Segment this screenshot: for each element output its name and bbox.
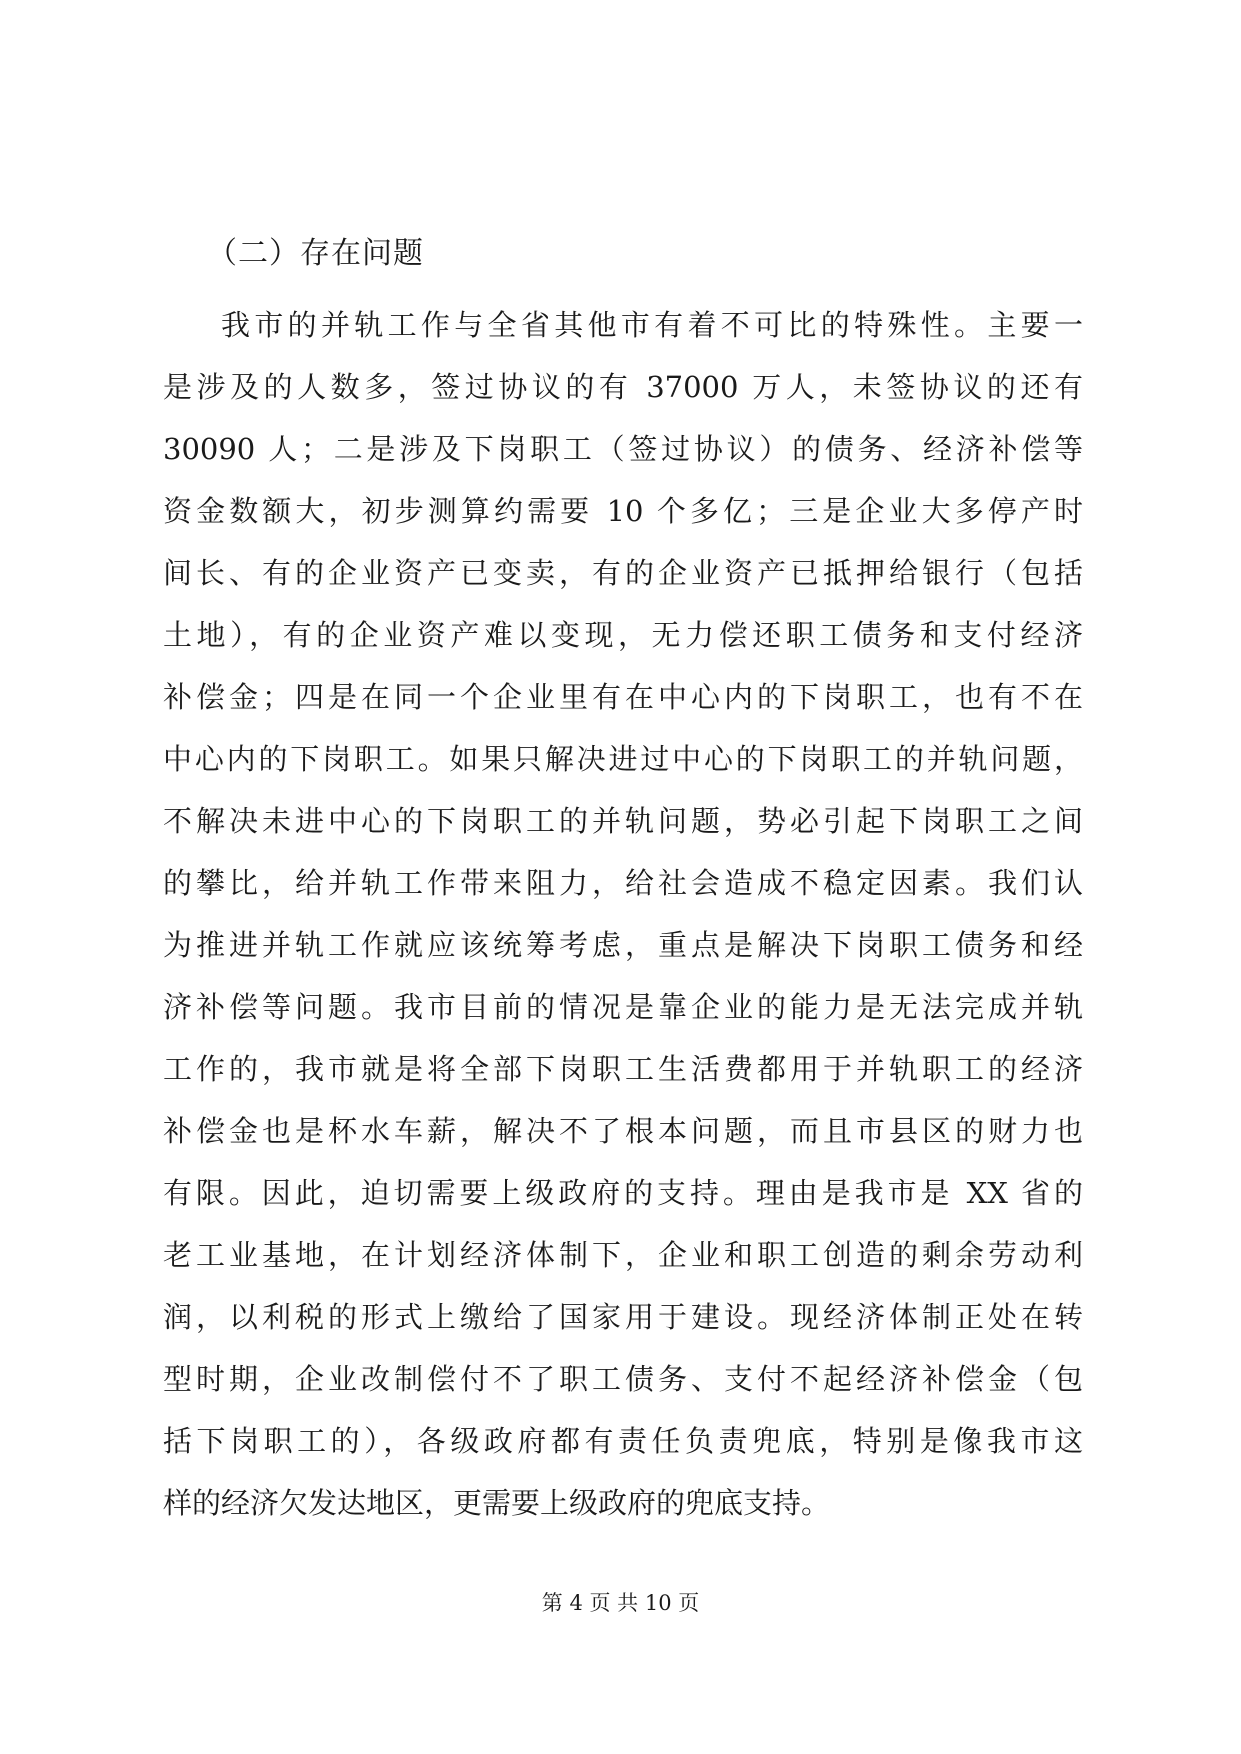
paragraph-line: 括下岗职工的），各级政府都有责任负责兜底，特别是像我市这 bbox=[163, 1424, 1083, 1458]
paragraph-line: 不解决未进中心的下岗职工的并轨问题，势必引起下岗职工之间 bbox=[163, 804, 1083, 838]
paragraph-line: 我市的并轨工作与全省其他市有着不可比的特殊性。主要一 bbox=[221, 308, 1083, 342]
paragraph-line: 有限。因此，迫切需要上级政府的支持。理由是我市是 XX 省的 bbox=[163, 1176, 1083, 1210]
paragraph-line: 补偿金也是杯水车薪，解决不了根本问题，而且市县区的财力也 bbox=[163, 1114, 1083, 1148]
section-heading: （二）存在问题 bbox=[207, 236, 424, 271]
paragraph-line: 是涉及的人数多，签过协议的有 37000 万人，未签协议的还有 bbox=[163, 370, 1083, 404]
paragraph-line: 济补偿等问题。我市目前的情况是靠企业的能力是无法完成并轨 bbox=[163, 990, 1083, 1024]
paragraph-line: 土地），有的企业资产难以变现，无力偿还职工债务和支付经济 bbox=[163, 618, 1083, 652]
paragraph-line: 中心内的下岗职工。如果只解决进过中心的下岗职工的并轨问题， bbox=[163, 742, 1083, 776]
paragraph-line: 型时期，企业改制偿付不了职工债务、支付不起经济补偿金（包 bbox=[163, 1362, 1083, 1396]
paragraph-line: 老工业基地，在计划经济体制下，企业和职工创造的剩余劳动利 bbox=[163, 1238, 1083, 1272]
paragraph-line: 润，以利税的形式上缴给了国家用于建设。现经济体制正处在转 bbox=[163, 1300, 1083, 1334]
paragraph-line: 样的经济欠发达地区，更需要上级政府的兜底支持。 bbox=[163, 1486, 831, 1520]
body-paragraph bbox=[163, 294, 1083, 1534]
paragraph-line: 间长、有的企业资产已变卖，有的企业资产已抵押给银行（包括 bbox=[163, 556, 1083, 590]
paragraph-line: 30090 人；二是涉及下岗职工（签过协议）的债务、经济补偿等 bbox=[163, 432, 1083, 466]
paragraph-line: 补偿金；四是在同一个企业里有在中心内的下岗职工，也有不在 bbox=[163, 680, 1083, 714]
paragraph-line: 资金数额大，初步测算约需要 10 个多亿；三是企业大多停产时 bbox=[163, 494, 1083, 528]
page-number-footer: 第 4 页 共 10 页 bbox=[541, 1591, 700, 1615]
paragraph-line: 为推进并轨工作就应该统筹考虑，重点是解决下岗职工债务和经 bbox=[163, 928, 1083, 962]
paragraph-line: 工作的，我市就是将全部下岗职工生活费都用于并轨职工的经济 bbox=[163, 1052, 1083, 1086]
paragraph-line: 的攀比，给并轨工作带来阻力，给社会造成不稳定因素。我们认 bbox=[163, 866, 1083, 900]
